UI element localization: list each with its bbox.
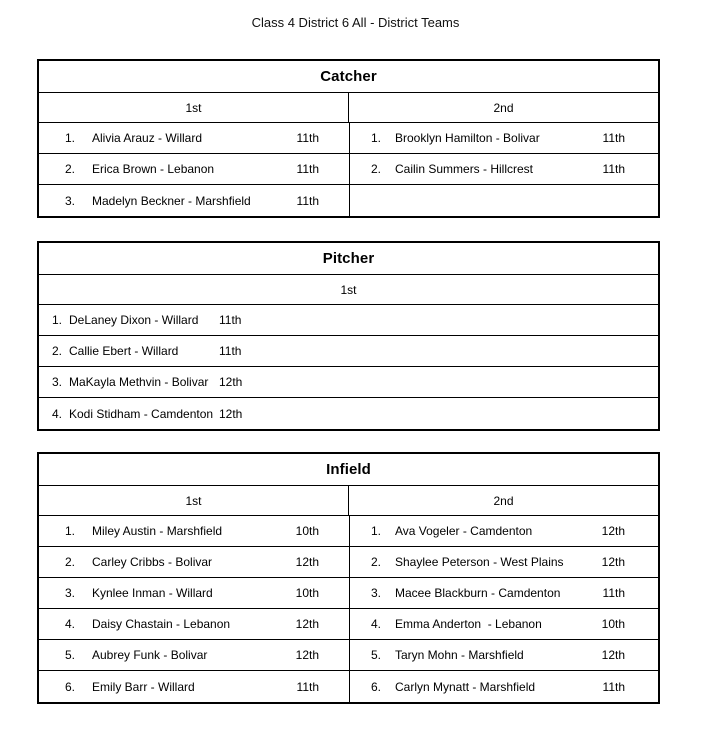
column-header-2nd: 2nd bbox=[493, 493, 514, 508]
player-cell bbox=[350, 547, 658, 577]
table-row bbox=[39, 578, 658, 609]
list-number: 3. bbox=[371, 586, 382, 600]
list-number: 5. bbox=[371, 648, 382, 662]
player-grade: 11th bbox=[602, 679, 625, 694]
player-grade: 12th bbox=[601, 555, 625, 569]
table-row bbox=[39, 367, 658, 398]
column-header-row bbox=[39, 486, 658, 516]
table-row bbox=[39, 305, 658, 336]
player-grade: 11th bbox=[296, 193, 319, 208]
player-cell bbox=[39, 398, 658, 429]
table-row bbox=[39, 609, 658, 640]
table-pitcher bbox=[37, 241, 660, 431]
table-row bbox=[39, 154, 658, 185]
player-name: Erica Brown - Lebanon bbox=[92, 162, 215, 176]
table-row bbox=[39, 640, 658, 671]
list-number: 2. bbox=[52, 344, 63, 358]
player-name: DeLaney Dixon - Willard bbox=[69, 313, 199, 327]
player-cell bbox=[39, 609, 350, 639]
column-header-row bbox=[39, 93, 658, 123]
player-grade: 11th bbox=[219, 313, 242, 327]
player-grade: 12th bbox=[295, 555, 319, 569]
table-row bbox=[39, 123, 658, 154]
player-name: Alivia Arauz - Willard bbox=[92, 131, 203, 145]
player-name: Brooklyn Hamilton - Bolivar bbox=[395, 131, 540, 145]
list-number: 2. bbox=[371, 555, 382, 569]
player-name: Ava Vogeler - Camdenton bbox=[395, 524, 533, 538]
player-name: MaKayla Methvin - Bolivar bbox=[69, 375, 209, 389]
player-name: Daisy Chastain - Lebanon bbox=[92, 617, 231, 631]
list-number: 2. bbox=[65, 555, 76, 569]
list-number: 2. bbox=[371, 162, 382, 176]
player-cell bbox=[350, 609, 658, 639]
player-cell bbox=[350, 516, 658, 546]
list-number: 6. bbox=[371, 679, 382, 694]
table-row bbox=[39, 185, 658, 216]
player-cell bbox=[350, 154, 658, 184]
player-name: Carley Cribbs - Bolivar bbox=[92, 555, 213, 569]
player-grade: 12th bbox=[219, 375, 243, 389]
player-cell bbox=[39, 367, 658, 397]
column-header-1st: 1st bbox=[39, 93, 349, 122]
column-header-1st: 1st bbox=[39, 486, 349, 515]
player-cell bbox=[350, 671, 658, 702]
table-row bbox=[39, 671, 658, 702]
player-name: Callie Ebert - Willard bbox=[69, 344, 179, 358]
list-number: 4. bbox=[371, 617, 382, 631]
player-grade: 12th bbox=[601, 524, 625, 538]
list-number: 6. bbox=[65, 679, 76, 694]
list-number: 1. bbox=[65, 131, 76, 145]
list-number: 4. bbox=[52, 406, 63, 421]
table-row bbox=[39, 336, 658, 367]
table-row bbox=[39, 398, 658, 429]
player-name: Macee Blackburn - Camdenton bbox=[395, 586, 561, 600]
player-grade: 10th bbox=[295, 586, 319, 600]
player-cell bbox=[39, 123, 350, 153]
player-cell bbox=[350, 640, 658, 670]
player-grade: 11th bbox=[219, 344, 242, 358]
player-grade: 11th bbox=[602, 162, 625, 176]
table-title-pitcher: Pitcher bbox=[39, 243, 658, 275]
table-catcher bbox=[37, 59, 660, 218]
list-number: 1. bbox=[65, 524, 76, 538]
player-cell bbox=[39, 578, 350, 608]
list-number: 1. bbox=[371, 131, 382, 145]
player-grade: 11th bbox=[602, 131, 625, 145]
player-grade: 11th bbox=[296, 162, 319, 176]
player-grade: 12th bbox=[295, 648, 319, 662]
document-title: Class 4 District 6 All - District Teams bbox=[251, 15, 460, 30]
player-name: Miley Austin - Marshfield bbox=[92, 524, 223, 538]
column-header-row bbox=[39, 275, 658, 305]
player-name: Taryn Mohn - Marshfield bbox=[395, 648, 524, 662]
player-grade: 12th bbox=[219, 406, 243, 421]
player-grade: 10th bbox=[295, 524, 319, 538]
player-grade: 10th bbox=[601, 617, 625, 631]
player-grade: 11th bbox=[296, 131, 319, 145]
table-infield bbox=[37, 452, 660, 704]
player-grade: 12th bbox=[295, 617, 319, 631]
list-number: 1. bbox=[371, 524, 382, 538]
player-cell bbox=[39, 516, 350, 546]
player-cell bbox=[39, 154, 350, 184]
list-number: 1. bbox=[52, 313, 63, 327]
player-cell bbox=[39, 547, 350, 577]
table-row bbox=[39, 547, 658, 578]
table-title-catcher: Catcher bbox=[39, 61, 658, 93]
player-cell bbox=[39, 336, 658, 366]
player-grade: 11th bbox=[602, 586, 625, 600]
list-number: 4. bbox=[65, 617, 76, 631]
player-grade: 12th bbox=[601, 648, 625, 662]
player-cell bbox=[39, 671, 350, 702]
player-name: Kynlee Inman - Willard bbox=[92, 586, 213, 600]
player-cell bbox=[350, 578, 658, 608]
player-name: Carlyn Mynatt - Marshfield bbox=[395, 679, 536, 694]
list-number: 2. bbox=[65, 162, 76, 176]
player-cell bbox=[39, 640, 350, 670]
list-number: 3. bbox=[65, 193, 76, 208]
player-name: Cailin Summers - Hillcrest bbox=[395, 162, 534, 176]
column-header-1st: 1st bbox=[340, 282, 357, 297]
player-name: Aubrey Funk - Bolivar bbox=[92, 648, 208, 662]
player-cell bbox=[39, 185, 350, 216]
table-row bbox=[39, 516, 658, 547]
player-name: Kodi Stidham - Camdenton bbox=[69, 406, 214, 421]
list-number: 5. bbox=[65, 648, 76, 662]
column-header-2nd: 2nd bbox=[493, 100, 514, 115]
player-name: Shaylee Peterson - West Plains bbox=[395, 555, 564, 569]
player-name: Emily Barr - Willard bbox=[92, 679, 195, 694]
table-title-infield: Infield bbox=[39, 454, 658, 486]
list-number: 3. bbox=[65, 586, 76, 600]
list-number: 3. bbox=[52, 375, 63, 389]
player-grade: 11th bbox=[296, 679, 319, 694]
player-cell bbox=[39, 305, 658, 335]
player-name: Emma Anderton - Lebanon bbox=[395, 617, 542, 631]
empty-cell bbox=[350, 185, 658, 216]
player-name: Madelyn Beckner - Marshfield bbox=[92, 193, 251, 208]
player-cell bbox=[350, 123, 658, 153]
